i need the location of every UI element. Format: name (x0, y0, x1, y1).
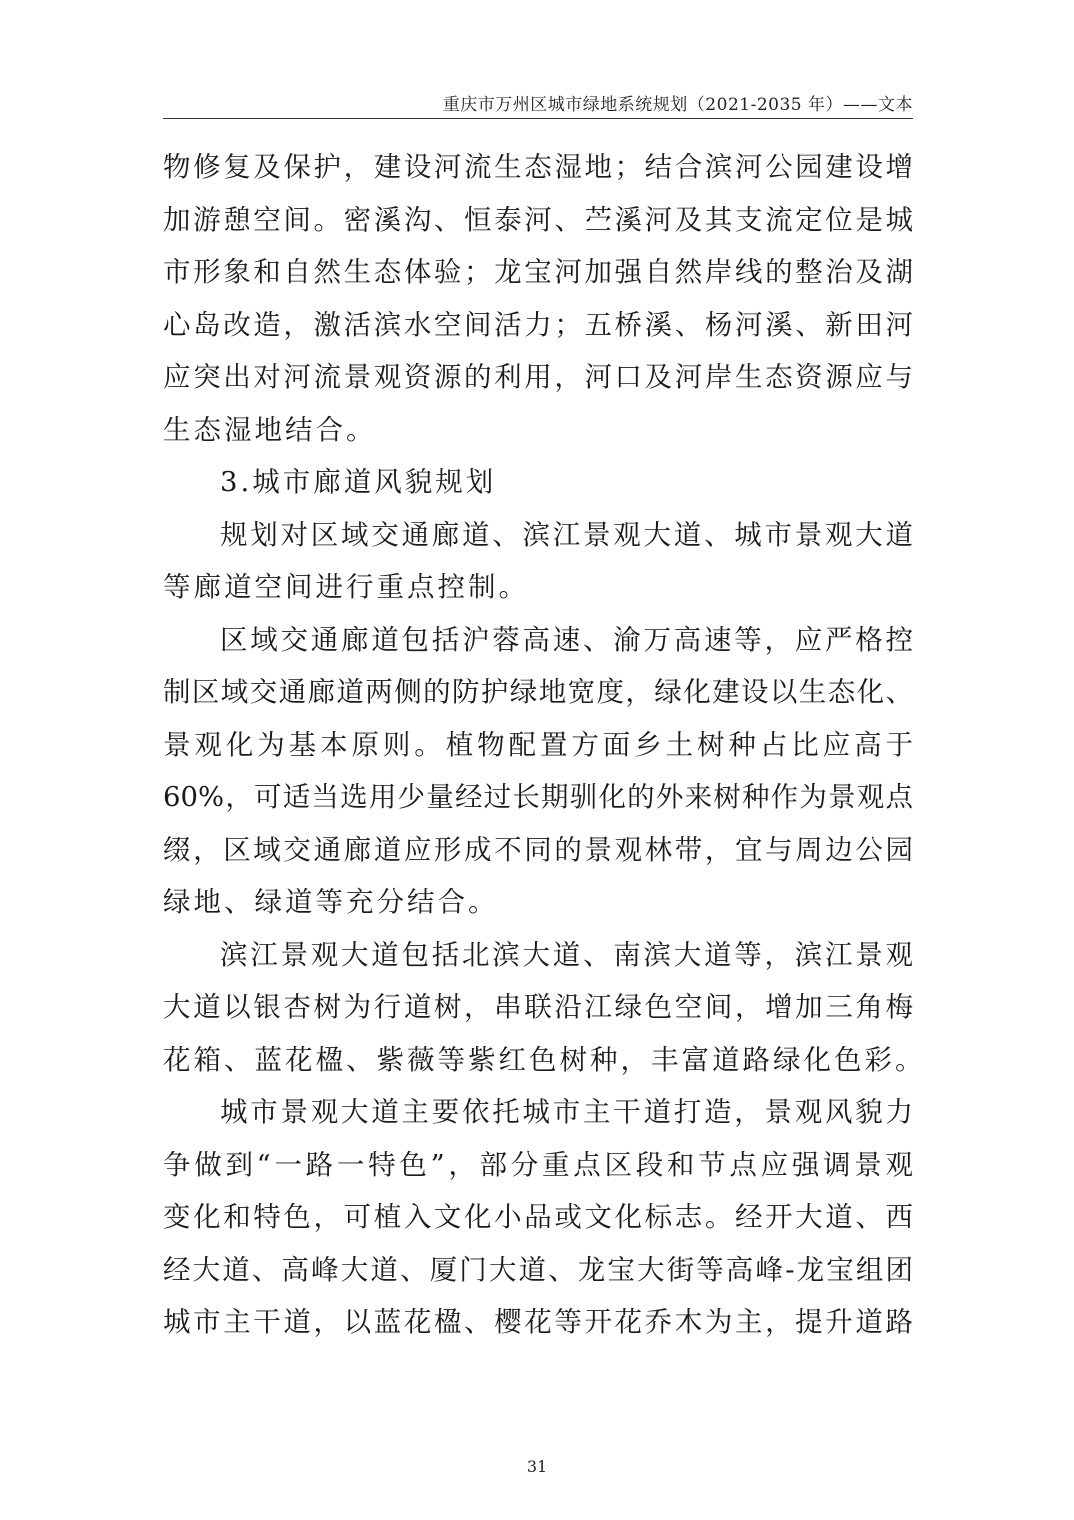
body-line: 市形象和自然生态体验；龙宝河加强自然岸线的整治及湖 (163, 256, 913, 288)
body-line: 生态湿地结合。 (163, 413, 377, 446)
body-line: 经大道、高峰大道、厦门大道、龙宝大街等高峰-龙宝组团 (163, 1253, 913, 1286)
section-heading: 3.城市廊道风貌规划 (220, 466, 497, 498)
body-line: 区域交通廊道包括沪蓉高速、渝万高速等，应严格控 (220, 623, 913, 656)
body-line: 城市景观大道主要依托城市主干道打造，景观风貌力 (220, 1096, 913, 1128)
body-line: 争做到“一路一特色”，部分重点区段和节点应强调景观 (163, 1148, 913, 1181)
body-line: 应突出对河流景观资源的利用，河口及河岸生态资源应与 (163, 361, 913, 393)
document-header: 重庆市万州区城市绿地系统规划（2021-2035 年）——文本 (442, 95, 913, 115)
body-line: 规划对区域交通廊道、滨江景观大道、城市景观大道 (220, 518, 913, 551)
body-line: 等廊道空间进行重点控制。 (163, 571, 529, 603)
page-number: 31 (526, 1457, 548, 1476)
body-line: 变化和特色，可植入文化小品或文化标志。经开大道、西 (163, 1201, 913, 1233)
body-line: 大道以银杏树为行道树，串联沿江绿色空间，增加三角梅 (163, 991, 913, 1023)
body-line: 60%，可适当选用少量经过长期驯化的外来树种作为景观点 (163, 781, 913, 813)
body-line: 制区域交通廊道两侧的防护绿地宽度，绿化建设以生态化、 (163, 676, 913, 708)
body-line: 心岛改造，激活滨水空间活力；五桥溪、杨河溪、新田河 (163, 308, 913, 341)
body-line: 物修复及保护，建设河流生态湿地；结合滨河公园建设增 (163, 151, 913, 183)
body-line: 景观化为基本原则。植物配置方面乡土树种占比应高于 (163, 728, 913, 761)
body-line: 滨江景观大道包括北滨大道、南滨大道等，滨江景观 (220, 938, 913, 971)
body-line: 城市主干道，以蓝花楹、樱花等开花乔木为主，提升道路 (163, 1306, 913, 1338)
document-body (163, 141, 926, 1349)
body-line: 加游憩空间。密溪沟、恒泰河、苎溪河及其支流定位是城 (163, 203, 913, 236)
body-line: 花箱、蓝花楹、紫薇等紫红色树种，丰富道路绿化色彩。 (163, 1043, 926, 1076)
body-line: 绿地、绿道等充分结合。 (163, 886, 499, 918)
body-line: 缀，区域交通廊道应形成不同的景观林带，宜与周边公园 (163, 833, 913, 866)
header-divider (163, 118, 913, 119)
